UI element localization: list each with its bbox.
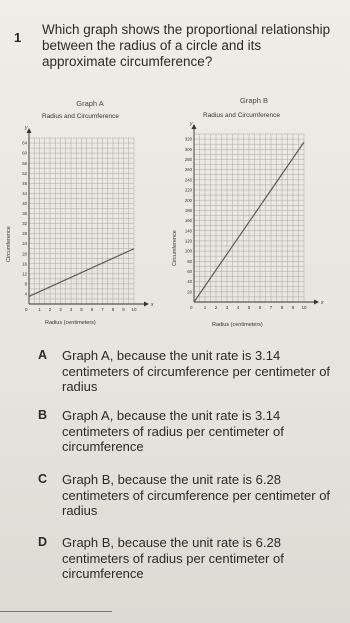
graph-a-x-tick-label: 5 (80, 307, 83, 312)
graph-b-y-tick-label: 180 (184, 207, 192, 213)
graph-b-y-tick-label: 300 (184, 146, 192, 152)
graph-b-x-tick-label: 6 (258, 305, 262, 310)
graph-b-y-tick-label: 20 (187, 289, 192, 295)
graph-a-y-tick-label: 36 (22, 211, 27, 217)
graph-a-x-tick-label: 10 (131, 307, 137, 312)
graph-a-xlabel: Radius (centimeters) (45, 320, 96, 326)
graph-a-x-arrow (144, 302, 149, 307)
graph-a-y-tick-label: 20 (22, 251, 27, 257)
graph-a-x-tick-label: 3 (59, 307, 62, 312)
graph-a-y-tick-label: 40 (22, 200, 27, 206)
graph-b-y-tick-label: 140 (184, 228, 192, 234)
graph-b-x-tick-label: 8 (280, 305, 284, 310)
graph-a-y-tick-label: 44 (22, 190, 27, 196)
option-d-letter: D (38, 535, 48, 549)
graph-a-y-tick-label: 60 (22, 150, 27, 156)
graph-a-x-tick-label: 2 (48, 307, 52, 312)
graph-a-ylabel: Circumference (6, 226, 12, 262)
graph-a-x-tick-label: 4 (69, 307, 73, 312)
option-d-text: Graph B, because the unit rate is 6.28 centimeters of radius per centimeter of circumference (62, 535, 284, 581)
graph-b-x-letter: x (321, 300, 324, 306)
graph-a-y-tick-label: 32 (22, 221, 27, 227)
graph-a-title: Graph A (76, 99, 104, 108)
graph-b-x-tick-label: 10 (301, 305, 307, 310)
option-b-letter: B (38, 408, 48, 422)
bottom-rule (0, 611, 112, 612)
graph-a-x-tick-label: 9 (122, 307, 125, 312)
graph-b-x-tick-label: 3 (225, 305, 229, 310)
graph-b-chart (176, 106, 336, 320)
question-text: Which graph shows the proportional relationship between the radius of a circle and its approximate circumference? (42, 22, 331, 69)
graph-b-y-tick-label: 220 (184, 187, 192, 193)
option-a-text: Graph A, because the unit rate is 3.14 centimeters of circumference per centimeter of radius (62, 348, 331, 394)
graph-a-y-tick-label: 64 (22, 140, 27, 146)
graph-b-y-tick-label: 200 (184, 197, 192, 203)
graph-a-x-letter: x (151, 302, 154, 308)
graph-b-y-tick-label: 320 (184, 136, 192, 142)
graph-a-chart (14, 108, 164, 318)
graph-b-y-tick-label: 160 (184, 218, 192, 224)
graph-b-y-letter: y (190, 121, 193, 127)
graph-b-y-tick-label: 40 (187, 279, 192, 285)
graph-a-y-tick-label: 48 (22, 180, 27, 186)
graph-b-subtitle: Radius and Circumference (203, 112, 280, 119)
graph-b-x-arrow (314, 300, 319, 305)
option-c-text: Graph B, because the unit rate is 6.28 centimeters of circumference per centimeter of radius (62, 472, 331, 518)
graph-b-y-tick-label: 80 (187, 258, 192, 264)
graph-b-x-tick-label: 2 (214, 305, 218, 310)
graph-b-x-tick-label: 9 (291, 305, 295, 310)
graph-b-x-tick-label: 4 (236, 305, 240, 310)
graph-b-y-tick-label: 240 (184, 177, 192, 183)
graph-a-y-tick-label: 56 (22, 160, 27, 166)
graph-a-subtitle: Radius and Circumference (42, 113, 119, 120)
graph-a-y-tick-label: 52 (22, 170, 27, 176)
graph-b-title: Graph B (240, 96, 268, 105)
question-number: 1 (14, 30, 22, 45)
graph-b-y-tick-label: 60 (187, 269, 192, 275)
graph-a-x-tick-label: 8 (111, 307, 115, 312)
graph-b-x-tick-label: 5 (247, 305, 251, 310)
graph-a-y-tick-label: 16 (22, 261, 27, 267)
graph-a-y-tick-label: 8 (24, 281, 27, 287)
graph-b-xlabel: Radius (centimeters) (212, 322, 263, 328)
graph-b-ylabel: Circumference (172, 230, 178, 266)
graph-a-x-tick-label: 6 (90, 307, 94, 312)
graph-b-y-tick-label: 280 (184, 157, 192, 163)
graph-b-y-tick-label: 100 (184, 248, 192, 254)
option-b-text: Graph A, because the unit rate is 3.14 centimeters of radius per centimeter of circumference (62, 408, 284, 454)
option-a-letter: A (38, 348, 48, 362)
graph-a-y-tick-label: 12 (22, 271, 27, 277)
graph-a-y-tick-label: 24 (22, 241, 27, 247)
graph-a-origin-label: 0 (25, 307, 28, 312)
graph-a-y-letter: y (25, 125, 28, 131)
graph-b-origin-label: 0 (190, 305, 193, 310)
graph-a-x-tick-label: 7 (101, 307, 104, 312)
graph-b-y-tick-label: 120 (184, 238, 192, 244)
graph-b-x-tick-label: 1 (203, 305, 207, 310)
graph-b-x-tick-label: 7 (269, 305, 273, 310)
option-c-letter: C (38, 472, 48, 486)
graph-a-y-tick-label: 4 (24, 291, 27, 297)
graph-a-x-tick-label: 1 (38, 307, 41, 312)
graph-b-y-tick-label: 260 (184, 167, 192, 173)
graph-a-y-tick-label: 28 (22, 231, 27, 237)
